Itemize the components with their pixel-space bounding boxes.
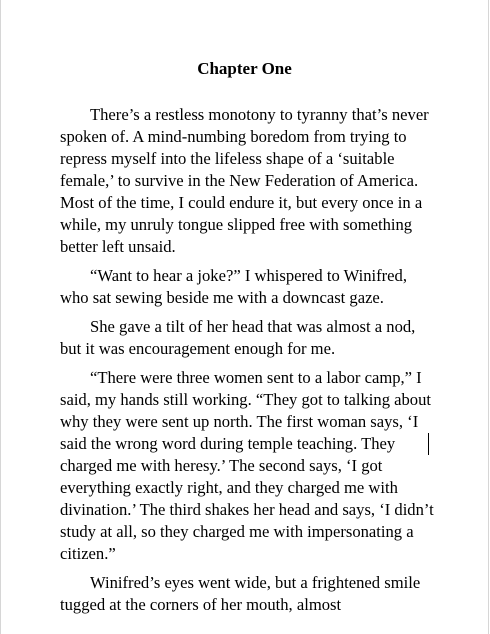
paragraph-5: Winifred’s eyes went wide, but a frightened smile tugged at the corners of her mouth, almost: [60, 573, 421, 614]
chapter-body[interactable]: [60, 104, 438, 623]
paragraph-1: There’s a restless monotony to tyranny that’s never spoken of. A mind-numbing boredom from trying to repress myself into the lifeless shape of a ‘suitable female,’ to survive in the New Federation of America. Most of the time, I could endure it, but every once in a while, my unruly tongue slipped free with something better left unsaid.: [60, 105, 429, 256]
paragraph-3: She gave a tilt of her head that was almost a nod, but it was encouragement enough for me.: [60, 317, 416, 358]
paragraph-2: “Want to hear a joke?” I whispered to Winifred, who sat sewing beside me with a downcast gaze.: [60, 266, 407, 307]
paragraph-4: “There were three women sent to a labor camp,” I said, my hands still working. “They got to talking about why they were sent up north. The first woman says, ‘I said the wrong word during temple teaching. They charged me with heresy.’ The second says, ‘I got everything exactly right, and they charged me with divination.’ The third shakes her head and says, ‘I didn’t study at all, so they charged me with impersonating a citizen.”: [60, 368, 434, 563]
text-cursor: [428, 433, 429, 455]
chapter-title: Chapter One: [197, 59, 292, 78]
